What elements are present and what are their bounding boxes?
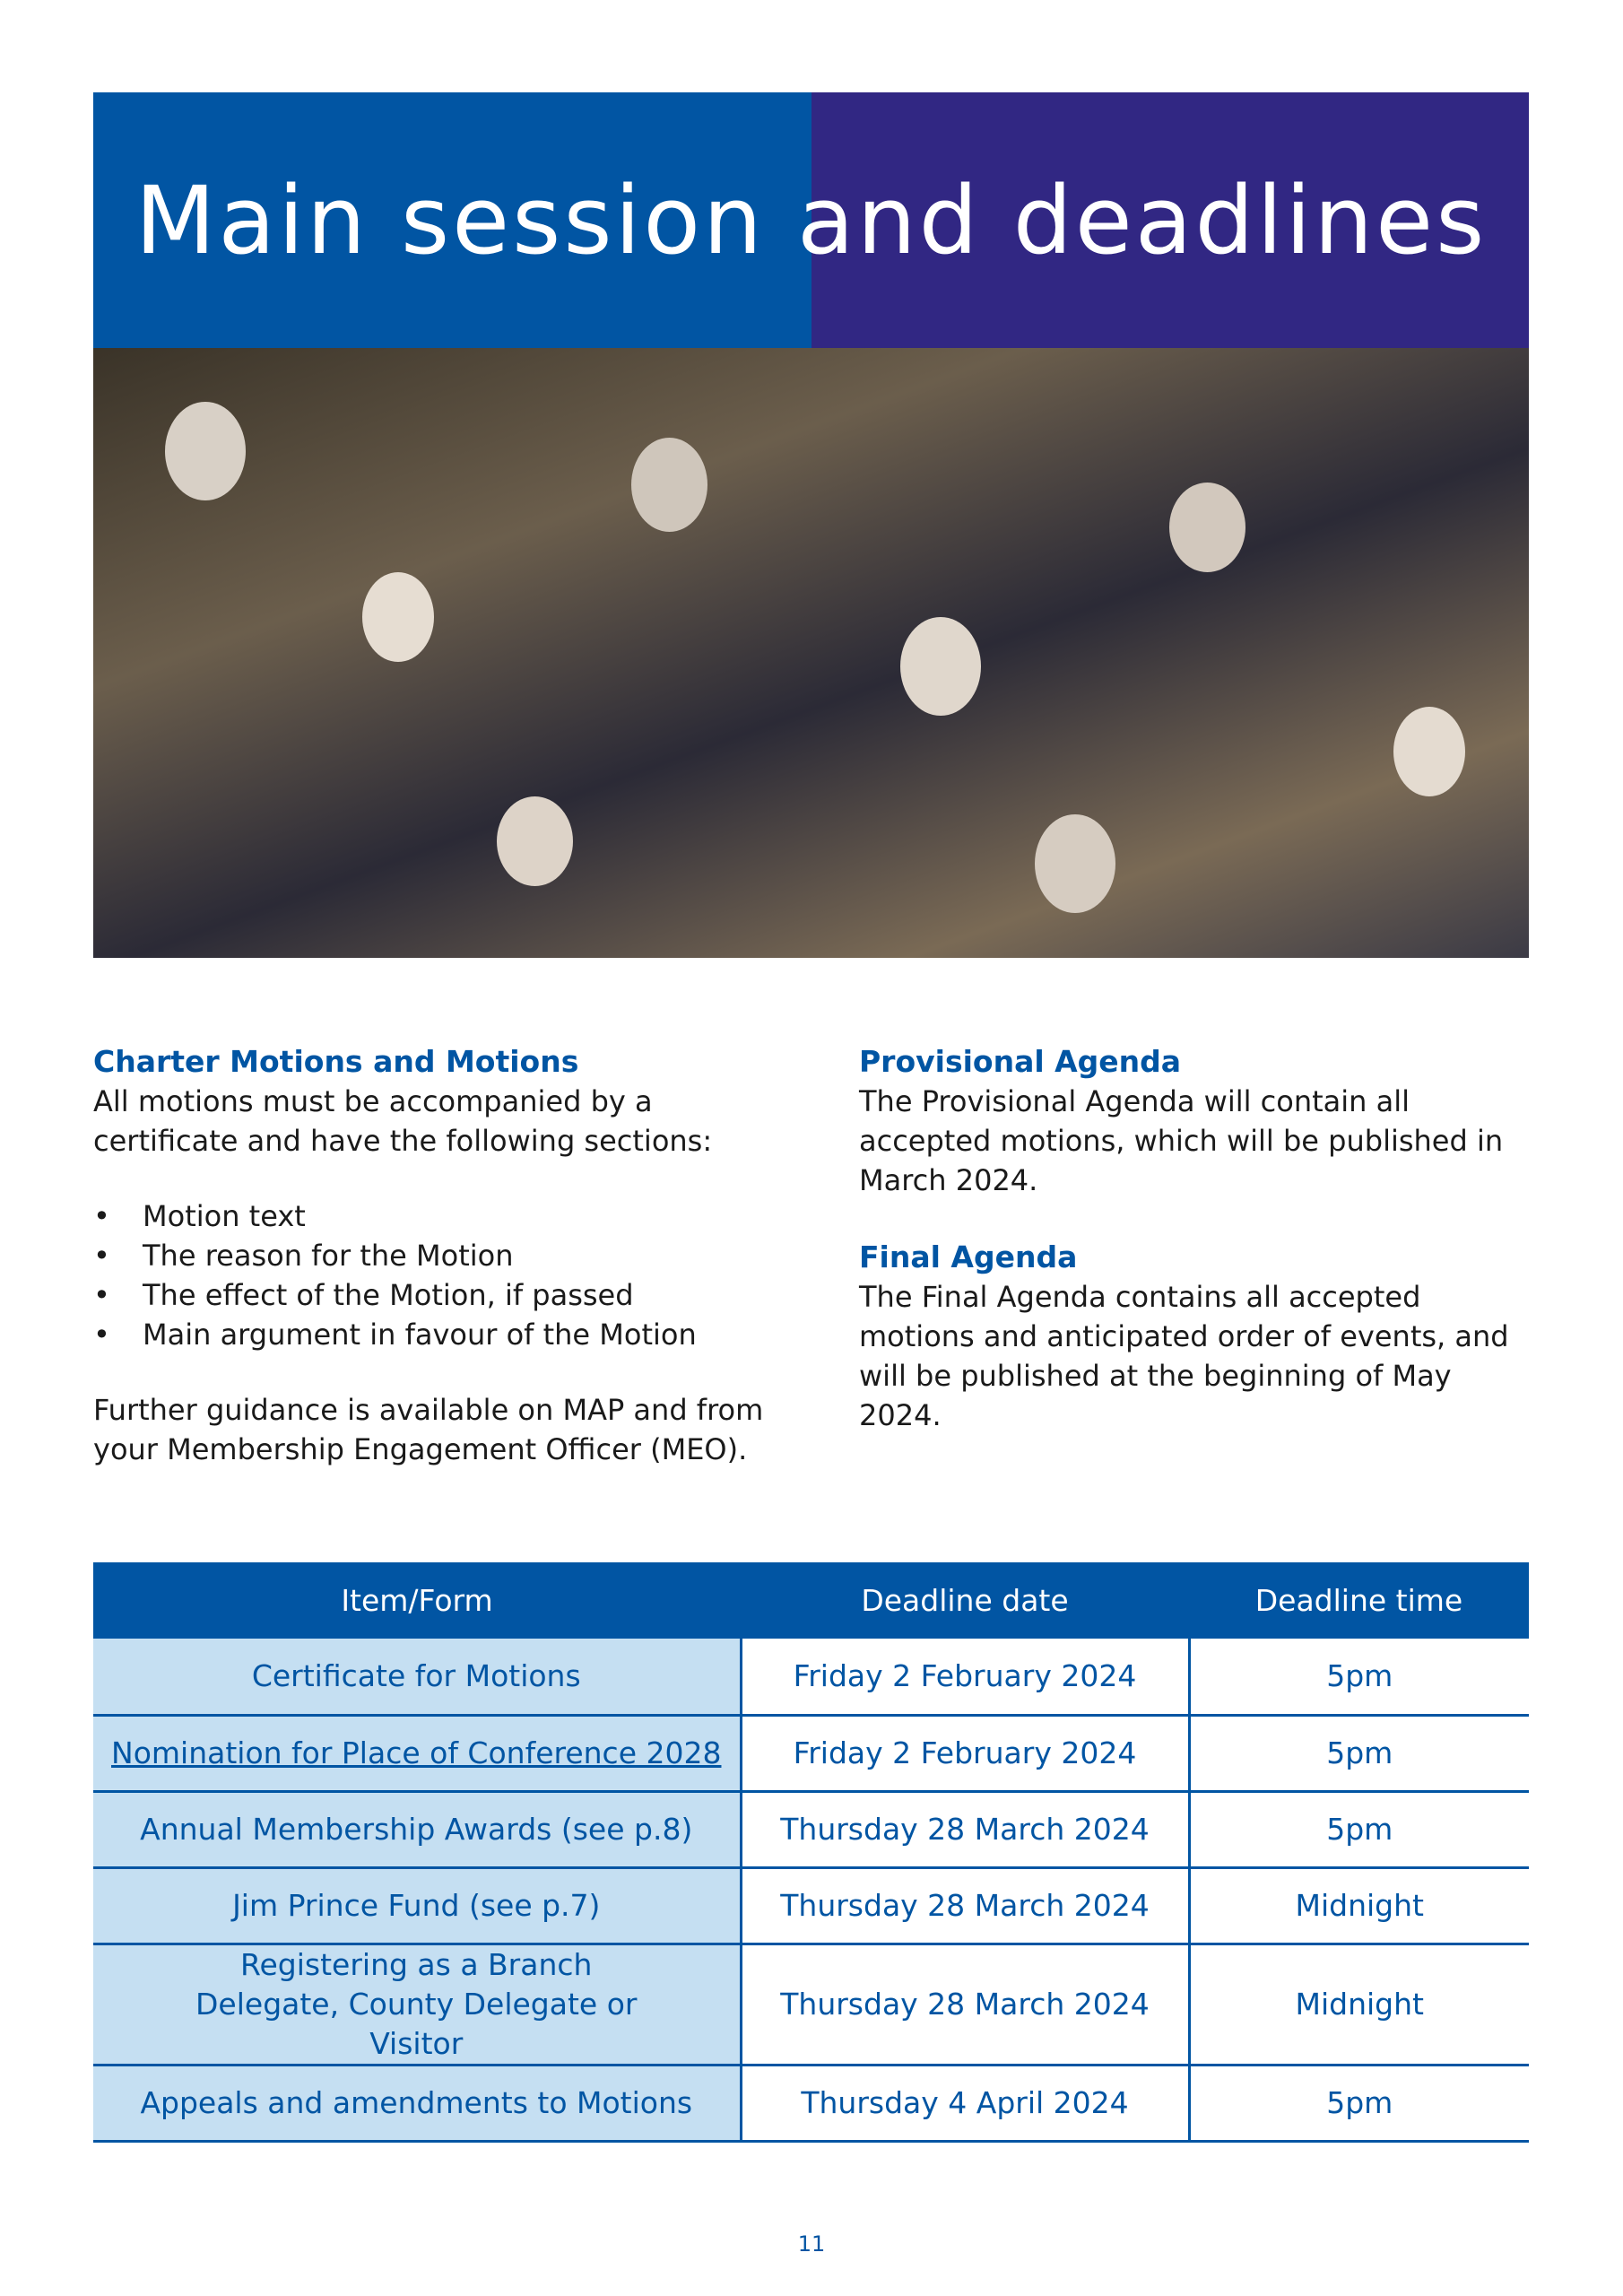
deadlines-table — [93, 1562, 1529, 2143]
table-row — [93, 1867, 1529, 1944]
nomination-link[interactable]: Nomination for Place of Conference 2028 — [111, 1735, 722, 1770]
page-number: 11 — [797, 2231, 826, 2257]
guidance-text: Further guidance is available on MAP and from your Membership Engagement Officer (MEO). — [93, 1393, 764, 1466]
table-row — [93, 1639, 1529, 1715]
list-item: • The reason for the Motion — [93, 1236, 775, 1275]
final-agenda-text: The Final Agenda contains all accepted motions and anticipated order of events, and will be published at the beginning of May 2024. — [859, 1280, 1509, 1432]
time-cell: Midnight — [1189, 1867, 1529, 1944]
item-cell: Certificate for Motions — [93, 1639, 741, 1715]
item-cell: Registering as a Branch Delegate, County Delegate or Visitor — [93, 1944, 741, 2065]
motions-intro: All motions must be accompanied by a certificate and have the following sections: — [93, 1084, 713, 1158]
final-agenda-heading: Final Agenda — [859, 1239, 1078, 1274]
time-cell: 5pm — [1189, 1791, 1529, 1867]
motions-heading: Charter Motions and Motions — [93, 1044, 579, 1079]
date-cell: Thursday 28 March 2024 — [741, 1944, 1189, 2065]
date-cell: Friday 2 February 2024 — [741, 1639, 1189, 1715]
item-cell: Appeals and amendments to Motions — [93, 2065, 741, 2141]
date-cell: Friday 2 February 2024 — [741, 1715, 1189, 1791]
table-row — [93, 2065, 1529, 2141]
date-cell: Thursday 28 March 2024 — [741, 1791, 1189, 1867]
date-cell: Thursday 28 March 2024 — [741, 1867, 1189, 1944]
provisional-agenda-text: The Provisional Agenda will contain all accepted motions, which will be published in March 2024. — [859, 1084, 1504, 1197]
provisional-agenda-heading: Provisional Agenda — [859, 1044, 1182, 1079]
time-cell: 5pm — [1189, 1639, 1529, 1715]
date-cell: Thursday 4 April 2024 — [741, 2065, 1189, 2141]
table-row — [93, 1791, 1529, 1867]
item-cell: Annual Membership Awards (see p.8) — [93, 1791, 741, 1867]
list-item: • Main argument in favour of the Motion — [93, 1315, 775, 1354]
header-date: Deadline date — [741, 1562, 1189, 1639]
list-item: • Motion text — [93, 1196, 775, 1236]
motion-sections-list — [93, 1196, 775, 1354]
header-time: Deadline time — [1189, 1562, 1529, 1639]
time-cell: 5pm — [1189, 2065, 1529, 2141]
list-item: • The effect of the Motion, if passed — [93, 1275, 775, 1315]
time-cell: 5pm — [1189, 1715, 1529, 1791]
table-header-row — [93, 1562, 1529, 1639]
conference-photo — [93, 348, 1529, 958]
page-title: Main session and deadlines — [135, 165, 1488, 275]
agenda-section — [859, 1042, 1523, 1435]
item-cell: Jim Prince Fund (see p.7) — [93, 1867, 741, 1944]
header-item: Item/Form — [93, 1562, 741, 1639]
motions-section — [93, 1042, 775, 1469]
table-row — [93, 1715, 1529, 1791]
time-cell: Midnight — [1189, 1944, 1529, 2065]
table-row — [93, 1944, 1529, 2065]
